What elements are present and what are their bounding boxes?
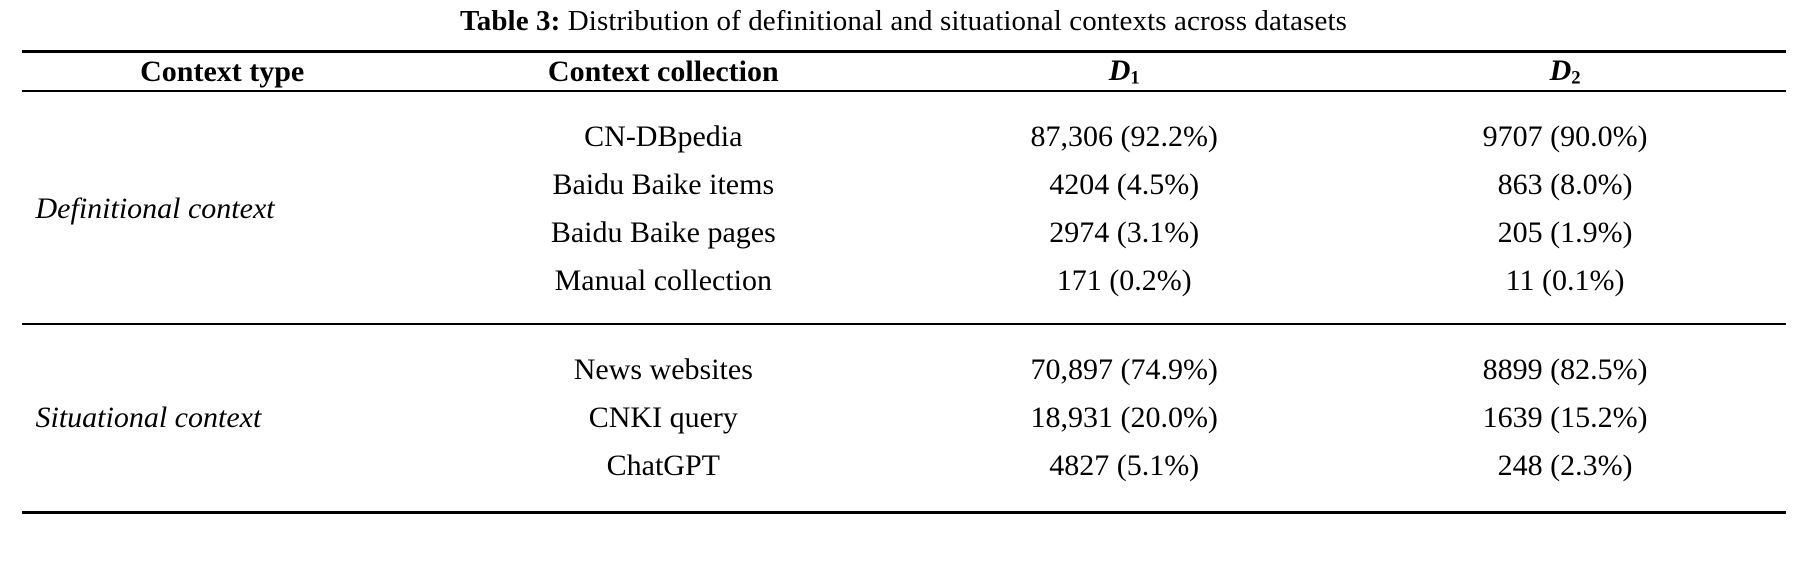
rule-bottom [22,511,1786,514]
header-d2-symbol: D [1549,53,1572,87]
collection-cell: CN-DBpedia [584,120,743,154]
header-d2-subscript: 2 [1571,67,1581,89]
header-d1 [904,53,1345,90]
header-d2 [1345,53,1786,90]
collection-cell: Baidu Baike pages [550,216,776,250]
spacer-row [22,325,1786,346]
spacer-cell [22,305,1786,323]
d1-value-cell: 4827 (5.1%) [1049,449,1200,483]
collection-cell: Baidu Baike items [552,168,775,202]
header-context-collection: Context collection [547,54,779,88]
d2-value-cell: 8899 (82.5%) [1482,353,1648,387]
d1-value-cell: 70,897 (74.9%) [1030,353,1218,387]
table-caption-label: Table 3: [459,5,561,37]
collection-cell: ChatGPT [606,449,720,483]
context-distribution-table [22,50,1786,514]
spacer-row [22,92,1786,113]
spacer-row [22,305,1786,323]
d2-value-cell: 9707 (90.0%) [1482,120,1648,154]
table-row [22,113,1786,161]
table-row [22,346,1786,394]
collection-cell: Manual collection [554,264,773,298]
header-row [22,53,1786,90]
header-context-type: Context type [140,54,305,88]
d2-value-cell: 1639 (15.2%) [1482,401,1648,435]
spacer-row [22,490,1786,511]
d1-value-cell: 171 (0.2%) [1056,264,1192,298]
collection-cell: News websites [573,353,753,387]
spacer-cell [22,490,1786,511]
header-d1-symbol: D [1108,53,1131,87]
d1-value-cell: 87,306 (92.2%) [1030,120,1218,154]
group-label-situational: Situational context [35,401,262,435]
d1-value-cell: 2974 (3.1%) [1049,216,1200,250]
d2-value-cell: 205 (1.9%) [1497,216,1633,250]
d1-value-cell: 18,931 (20.0%) [1030,401,1218,435]
group-label-definitional: Definitional context [35,192,275,226]
d2-value-cell: 863 (8.0%) [1497,168,1633,202]
spacer-cell [22,92,1786,113]
d2-value-cell: 248 (2.3%) [1497,449,1633,483]
table-caption-text: Distribution of definitional and situational contexts across datasets [567,5,1348,37]
table-caption [10,0,1797,50]
d1-value-cell: 4204 (4.5%) [1049,168,1200,202]
bottom-rule-line [22,511,1786,514]
collection-cell: CNKI query [588,401,738,435]
spacer-cell [22,325,1786,346]
d2-value-cell: 11 (0.1%) [1505,264,1625,298]
header-d1-subscript: 1 [1130,67,1140,89]
